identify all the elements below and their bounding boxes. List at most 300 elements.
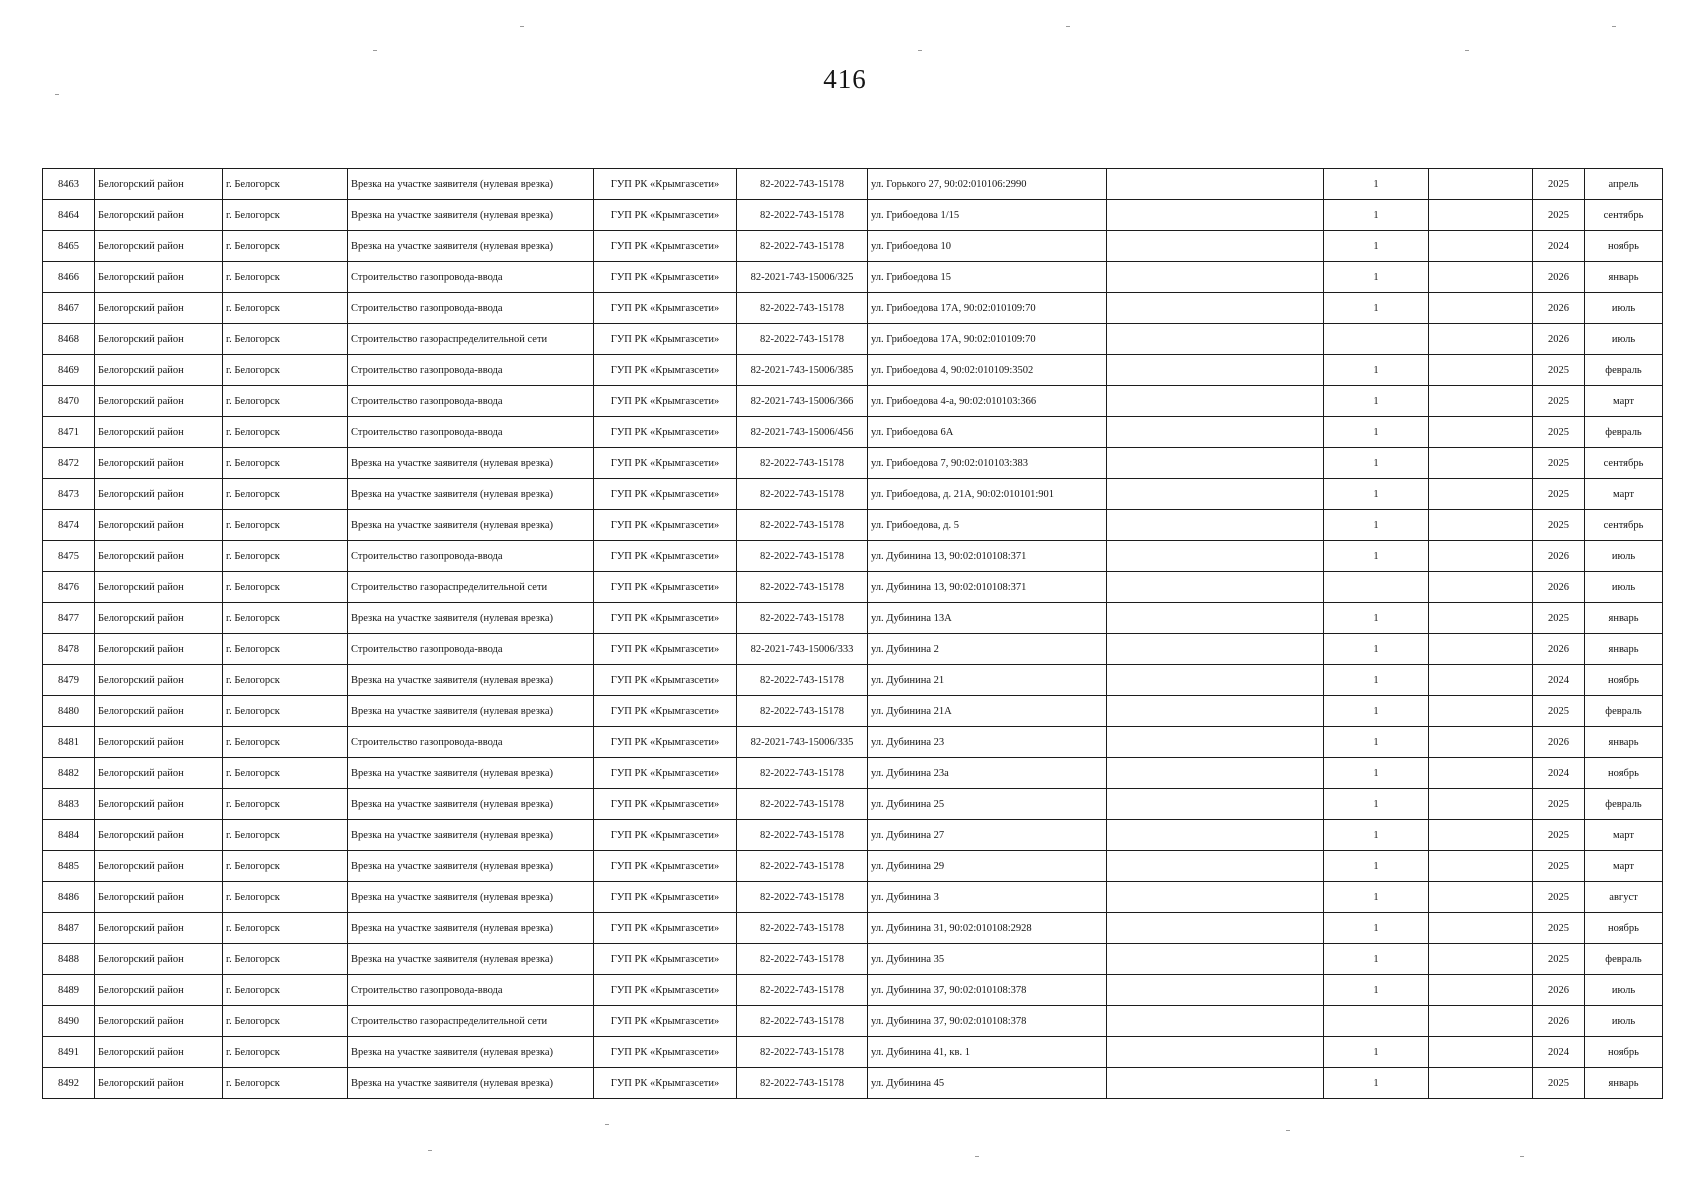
empty-cell	[1107, 1037, 1324, 1068]
empty-cell	[1429, 1068, 1533, 1099]
empty-cell	[1107, 541, 1324, 572]
empty-cell	[1107, 634, 1324, 665]
quantity-cell: 1	[1324, 665, 1429, 696]
quantity-cell: 1	[1324, 417, 1429, 448]
empty-cell	[1429, 975, 1533, 1006]
year-cell: 2025	[1533, 200, 1585, 231]
month-cell: январь	[1585, 603, 1663, 634]
organization-cell: ГУП РК «Крымгазсети»	[594, 479, 737, 510]
year-cell: 2025	[1533, 696, 1585, 727]
quantity-cell: 1	[1324, 1037, 1429, 1068]
organization-cell: ГУП РК «Крымгазсети»	[594, 355, 737, 386]
district-cell: Белогорский район	[95, 386, 223, 417]
organization-cell: ГУП РК «Крымгазсети»	[594, 634, 737, 665]
row-number: 8492	[43, 1068, 95, 1099]
address-cell: ул. Грибоедова 17А, 90:02:010109:70	[868, 324, 1107, 355]
district-cell: Белогорский район	[95, 541, 223, 572]
year-cell: 2026	[1533, 634, 1585, 665]
empty-cell	[1107, 262, 1324, 293]
work-type-cell: Врезка на участке заявителя (нулевая врезка)	[348, 789, 594, 820]
organization-cell: ГУП РК «Крымгазсети»	[594, 665, 737, 696]
year-cell: 2025	[1533, 851, 1585, 882]
district-cell: Белогорский район	[95, 665, 223, 696]
organization-cell: ГУП РК «Крымгазсети»	[594, 541, 737, 572]
organization-cell: ГУП РК «Крымгазсети»	[594, 696, 737, 727]
document-number-cell: 82-2022-743-15178	[737, 169, 868, 200]
table-row	[43, 975, 1663, 1006]
empty-cell	[1429, 324, 1533, 355]
month-cell: июль	[1585, 293, 1663, 324]
row-number: 8465	[43, 231, 95, 262]
empty-cell	[1107, 293, 1324, 324]
table-row	[43, 882, 1663, 913]
empty-cell	[1107, 851, 1324, 882]
address-cell: ул. Грибоедова 17А, 90:02:010109:70	[868, 293, 1107, 324]
month-cell: февраль	[1585, 417, 1663, 448]
district-cell: Белогорский район	[95, 355, 223, 386]
document-number-cell: 82-2022-743-15178	[737, 913, 868, 944]
month-cell: июль	[1585, 1006, 1663, 1037]
district-cell: Белогорский район	[95, 634, 223, 665]
quantity-cell	[1324, 324, 1429, 355]
quantity-cell	[1324, 1006, 1429, 1037]
month-cell: ноябрь	[1585, 665, 1663, 696]
table-row	[43, 634, 1663, 665]
row-number: 8480	[43, 696, 95, 727]
work-type-cell: Строительство газопровода-ввода	[348, 417, 594, 448]
year-cell: 2025	[1533, 789, 1585, 820]
month-cell: февраль	[1585, 789, 1663, 820]
table-row	[43, 262, 1663, 293]
row-number: 8489	[43, 975, 95, 1006]
address-cell: ул. Дубинина 45	[868, 1068, 1107, 1099]
city-cell: г. Белогорск	[223, 572, 348, 603]
address-cell: ул. Грибоедова 7, 90:02:010103:383	[868, 448, 1107, 479]
city-cell: г. Белогорск	[223, 324, 348, 355]
quantity-cell: 1	[1324, 479, 1429, 510]
row-number: 8481	[43, 727, 95, 758]
city-cell: г. Белогорск	[223, 417, 348, 448]
empty-cell	[1429, 417, 1533, 448]
empty-cell	[1429, 1037, 1533, 1068]
document-number-cell: 82-2022-743-15178	[737, 665, 868, 696]
row-number: 8476	[43, 572, 95, 603]
organization-cell: ГУП РК «Крымгазсети»	[594, 975, 737, 1006]
city-cell: г. Белогорск	[223, 1006, 348, 1037]
row-number: 8488	[43, 944, 95, 975]
month-cell: март	[1585, 479, 1663, 510]
row-number: 8468	[43, 324, 95, 355]
organization-cell: ГУП РК «Крымгазсети»	[594, 417, 737, 448]
district-cell: Белогорский район	[95, 572, 223, 603]
table-row	[43, 665, 1663, 696]
row-number: 8473	[43, 479, 95, 510]
city-cell: г. Белогорск	[223, 944, 348, 975]
quantity-cell: 1	[1324, 1068, 1429, 1099]
city-cell: г. Белогорск	[223, 975, 348, 1006]
document-number-cell: 82-2021-743-15006/456	[737, 417, 868, 448]
quantity-cell: 1	[1324, 169, 1429, 200]
document-number-cell: 82-2022-743-15178	[737, 541, 868, 572]
year-cell: 2025	[1533, 603, 1585, 634]
district-cell: Белогорский район	[95, 851, 223, 882]
city-cell: г. Белогорск	[223, 510, 348, 541]
city-cell: г. Белогорск	[223, 231, 348, 262]
month-cell: февраль	[1585, 355, 1663, 386]
quantity-cell: 1	[1324, 231, 1429, 262]
empty-cell	[1107, 665, 1324, 696]
table-row	[43, 510, 1663, 541]
month-cell: февраль	[1585, 944, 1663, 975]
address-cell: ул. Дубинина 21	[868, 665, 1107, 696]
table-row	[43, 1037, 1663, 1068]
document-number-cell: 82-2022-743-15178	[737, 1037, 868, 1068]
city-cell: г. Белогорск	[223, 1037, 348, 1068]
document-number-cell: 82-2022-743-15178	[737, 231, 868, 262]
month-cell: июль	[1585, 541, 1663, 572]
empty-cell	[1429, 1006, 1533, 1037]
city-cell: г. Белогорск	[223, 820, 348, 851]
empty-cell	[1429, 851, 1533, 882]
document-number-cell: 82-2021-743-15006/366	[737, 386, 868, 417]
row-number: 8467	[43, 293, 95, 324]
city-cell: г. Белогорск	[223, 696, 348, 727]
empty-cell	[1429, 448, 1533, 479]
organization-cell: ГУП РК «Крымгазсети»	[594, 169, 737, 200]
document-number-cell: 82-2022-743-15178	[737, 975, 868, 1006]
city-cell: г. Белогорск	[223, 603, 348, 634]
table-row	[43, 758, 1663, 789]
year-cell: 2025	[1533, 448, 1585, 479]
quantity-cell: 1	[1324, 293, 1429, 324]
document-number-cell: 82-2022-743-15178	[737, 1006, 868, 1037]
organization-cell: ГУП РК «Крымгазсети»	[594, 882, 737, 913]
year-cell: 2025	[1533, 386, 1585, 417]
quantity-cell: 1	[1324, 727, 1429, 758]
empty-cell	[1107, 1006, 1324, 1037]
month-cell: март	[1585, 386, 1663, 417]
table-row	[43, 200, 1663, 231]
quantity-cell: 1	[1324, 696, 1429, 727]
document-number-cell: 82-2022-743-15178	[737, 882, 868, 913]
work-type-cell: Строительство газопровода-ввода	[348, 975, 594, 1006]
table-row	[43, 448, 1663, 479]
city-cell: г. Белогорск	[223, 386, 348, 417]
table-row	[43, 479, 1663, 510]
address-cell: ул. Дубинина 41, кв. 1	[868, 1037, 1107, 1068]
address-cell: ул. Дубинина 23	[868, 727, 1107, 758]
address-cell: ул. Дубинина 25	[868, 789, 1107, 820]
empty-cell	[1107, 386, 1324, 417]
address-cell: ул. Дубинина 27	[868, 820, 1107, 851]
quantity-cell: 1	[1324, 510, 1429, 541]
table-row	[43, 572, 1663, 603]
empty-cell	[1429, 913, 1533, 944]
address-cell: ул. Дубинина 13, 90:02:010108:371	[868, 541, 1107, 572]
document-number-cell: 82-2022-743-15178	[737, 696, 868, 727]
district-cell: Белогорский район	[95, 293, 223, 324]
document-number-cell: 82-2022-743-15178	[737, 758, 868, 789]
empty-cell	[1107, 417, 1324, 448]
city-cell: г. Белогорск	[223, 262, 348, 293]
empty-cell	[1107, 510, 1324, 541]
district-cell: Белогорский район	[95, 758, 223, 789]
organization-cell: ГУП РК «Крымгазсети»	[594, 1068, 737, 1099]
year-cell: 2024	[1533, 665, 1585, 696]
district-cell: Белогорский район	[95, 262, 223, 293]
district-cell: Белогорский район	[95, 1037, 223, 1068]
quantity-cell: 1	[1324, 820, 1429, 851]
empty-cell	[1107, 882, 1324, 913]
work-type-cell: Врезка на участке заявителя (нулевая врезка)	[348, 510, 594, 541]
district-cell: Белогорский район	[95, 231, 223, 262]
year-cell: 2026	[1533, 572, 1585, 603]
year-cell: 2025	[1533, 882, 1585, 913]
empty-cell	[1429, 541, 1533, 572]
month-cell: январь	[1585, 1068, 1663, 1099]
empty-cell	[1429, 355, 1533, 386]
month-cell: ноябрь	[1585, 231, 1663, 262]
document-number-cell: 82-2021-743-15006/385	[737, 355, 868, 386]
document-number-cell: 82-2022-743-15178	[737, 572, 868, 603]
work-type-cell: Строительство газопровода-ввода	[348, 262, 594, 293]
empty-cell	[1107, 820, 1324, 851]
city-cell: г. Белогорск	[223, 200, 348, 231]
year-cell: 2025	[1533, 169, 1585, 200]
work-type-cell: Врезка на участке заявителя (нулевая врезка)	[348, 820, 594, 851]
table-row	[43, 355, 1663, 386]
empty-cell	[1429, 572, 1533, 603]
quantity-cell: 1	[1324, 975, 1429, 1006]
document-number-cell: 82-2022-743-15178	[737, 820, 868, 851]
table-row	[43, 293, 1663, 324]
organization-cell: ГУП РК «Крымгазсети»	[594, 293, 737, 324]
address-cell: ул. Дубинина 13А	[868, 603, 1107, 634]
year-cell: 2026	[1533, 293, 1585, 324]
organization-cell: ГУП РК «Крымгазсети»	[594, 262, 737, 293]
quantity-cell: 1	[1324, 262, 1429, 293]
district-cell: Белогорский район	[95, 479, 223, 510]
address-cell: ул. Дубинина 35	[868, 944, 1107, 975]
address-cell: ул. Дубинина 37, 90:02:010108:378	[868, 975, 1107, 1006]
empty-cell	[1429, 479, 1533, 510]
month-cell: сентябрь	[1585, 510, 1663, 541]
table-row	[43, 169, 1663, 200]
organization-cell: ГУП РК «Крымгазсети»	[594, 789, 737, 820]
month-cell: ноябрь	[1585, 1037, 1663, 1068]
month-cell: ноябрь	[1585, 758, 1663, 789]
row-number: 8470	[43, 386, 95, 417]
empty-cell	[1107, 758, 1324, 789]
district-cell: Белогорский район	[95, 820, 223, 851]
address-cell: ул. Дубинина 3	[868, 882, 1107, 913]
month-cell: сентябрь	[1585, 200, 1663, 231]
work-type-cell: Врезка на участке заявителя (нулевая врезка)	[348, 169, 594, 200]
quantity-cell: 1	[1324, 448, 1429, 479]
quantity-cell: 1	[1324, 541, 1429, 572]
row-number: 8491	[43, 1037, 95, 1068]
work-type-cell: Врезка на участке заявителя (нулевая врезка)	[348, 758, 594, 789]
table-row	[43, 913, 1663, 944]
organization-cell: ГУП РК «Крымгазсети»	[594, 603, 737, 634]
empty-cell	[1107, 603, 1324, 634]
year-cell: 2025	[1533, 913, 1585, 944]
year-cell: 2026	[1533, 262, 1585, 293]
empty-cell	[1429, 944, 1533, 975]
document-number-cell: 82-2022-743-15178	[737, 510, 868, 541]
month-cell: июль	[1585, 324, 1663, 355]
work-type-cell: Врезка на участке заявителя (нулевая врезка)	[348, 882, 594, 913]
year-cell: 2025	[1533, 417, 1585, 448]
organization-cell: ГУП РК «Крымгазсети»	[594, 1037, 737, 1068]
page-number: 416	[823, 64, 867, 94]
address-cell: ул. Горького 27, 90:02:010106:2990	[868, 169, 1107, 200]
district-cell: Белогорский район	[95, 727, 223, 758]
work-type-cell: Строительство газораспределительной сети	[348, 1006, 594, 1037]
row-number: 8478	[43, 634, 95, 665]
table-row	[43, 603, 1663, 634]
table-body	[43, 169, 1663, 1099]
month-cell: январь	[1585, 727, 1663, 758]
city-cell: г. Белогорск	[223, 882, 348, 913]
district-cell: Белогорский район	[95, 417, 223, 448]
empty-cell	[1429, 882, 1533, 913]
district-cell: Белогорский район	[95, 324, 223, 355]
table-row	[43, 944, 1663, 975]
empty-cell	[1107, 789, 1324, 820]
city-cell: г. Белогорск	[223, 913, 348, 944]
empty-cell	[1429, 510, 1533, 541]
quantity-cell: 1	[1324, 913, 1429, 944]
work-type-cell: Врезка на участке заявителя (нулевая врезка)	[348, 603, 594, 634]
work-type-cell: Строительство газопровода-ввода	[348, 541, 594, 572]
quantity-cell: 1	[1324, 200, 1429, 231]
district-cell: Белогорский район	[95, 882, 223, 913]
organization-cell: ГУП РК «Крымгазсети»	[594, 231, 737, 262]
month-cell: август	[1585, 882, 1663, 913]
table-row	[43, 324, 1663, 355]
document-number-cell: 82-2022-743-15178	[737, 1068, 868, 1099]
year-cell: 2025	[1533, 1068, 1585, 1099]
row-number: 8469	[43, 355, 95, 386]
table-row	[43, 1068, 1663, 1099]
row-number: 8464	[43, 200, 95, 231]
address-cell: ул. Дубинина 31, 90:02:010108:2928	[868, 913, 1107, 944]
work-type-cell: Строительство газопровода-ввода	[348, 727, 594, 758]
quantity-cell: 1	[1324, 851, 1429, 882]
row-number: 8485	[43, 851, 95, 882]
empty-cell	[1429, 634, 1533, 665]
row-number: 8477	[43, 603, 95, 634]
row-number: 8482	[43, 758, 95, 789]
city-cell: г. Белогорск	[223, 789, 348, 820]
district-cell: Белогорский район	[95, 789, 223, 820]
empty-cell	[1107, 572, 1324, 603]
organization-cell: ГУП РК «Крымгазсети»	[594, 1006, 737, 1037]
city-cell: г. Белогорск	[223, 169, 348, 200]
empty-cell	[1107, 975, 1324, 1006]
district-cell: Белогорский район	[95, 200, 223, 231]
table-row	[43, 820, 1663, 851]
row-number: 8487	[43, 913, 95, 944]
year-cell: 2025	[1533, 479, 1585, 510]
empty-cell	[1107, 1068, 1324, 1099]
quantity-cell: 1	[1324, 882, 1429, 913]
row-number: 8475	[43, 541, 95, 572]
empty-cell	[1429, 200, 1533, 231]
city-cell: г. Белогорск	[223, 541, 348, 572]
year-cell: 2024	[1533, 231, 1585, 262]
empty-cell	[1107, 696, 1324, 727]
year-cell: 2025	[1533, 944, 1585, 975]
month-cell: март	[1585, 851, 1663, 882]
document-number-cell: 82-2022-743-15178	[737, 789, 868, 820]
address-cell: ул. Дубинина 13, 90:02:010108:371	[868, 572, 1107, 603]
work-type-cell: Врезка на участке заявителя (нулевая врезка)	[348, 944, 594, 975]
address-cell: ул. Дубинина 37, 90:02:010108:378	[868, 1006, 1107, 1037]
city-cell: г. Белогорск	[223, 758, 348, 789]
quantity-cell: 1	[1324, 386, 1429, 417]
year-cell: 2026	[1533, 324, 1585, 355]
work-type-cell: Врезка на участке заявителя (нулевая врезка)	[348, 448, 594, 479]
quantity-cell: 1	[1324, 789, 1429, 820]
address-cell: ул. Грибоедова 1/15	[868, 200, 1107, 231]
scan-speck	[1465, 50, 1469, 51]
year-cell: 2025	[1533, 820, 1585, 851]
year-cell: 2025	[1533, 355, 1585, 386]
table-row	[43, 541, 1663, 572]
address-cell: ул. Грибоедова 15	[868, 262, 1107, 293]
year-cell: 2025	[1533, 510, 1585, 541]
district-cell: Белогорский район	[95, 169, 223, 200]
quantity-cell: 1	[1324, 355, 1429, 386]
district-cell: Белогорский район	[95, 913, 223, 944]
document-number-cell: 82-2022-743-15178	[737, 944, 868, 975]
work-type-cell: Врезка на участке заявителя (нулевая врезка)	[348, 913, 594, 944]
row-number: 8466	[43, 262, 95, 293]
empty-cell	[1107, 355, 1324, 386]
scan-speck	[918, 50, 922, 51]
row-number: 8471	[43, 417, 95, 448]
row-number: 8474	[43, 510, 95, 541]
empty-cell	[1107, 727, 1324, 758]
row-number: 8484	[43, 820, 95, 851]
month-cell: ноябрь	[1585, 913, 1663, 944]
work-type-cell: Строительство газораспределительной сети	[348, 572, 594, 603]
empty-cell	[1429, 789, 1533, 820]
work-type-cell: Строительство газопровода-ввода	[348, 386, 594, 417]
city-cell: г. Белогорск	[223, 448, 348, 479]
organization-cell: ГУП РК «Крымгазсети»	[594, 200, 737, 231]
quantity-cell	[1324, 572, 1429, 603]
work-type-cell: Врезка на участке заявителя (нулевая врезка)	[348, 479, 594, 510]
organization-cell: ГУП РК «Крымгазсети»	[594, 324, 737, 355]
work-type-cell: Строительство газопровода-ввода	[348, 634, 594, 665]
district-cell: Белогорский район	[95, 510, 223, 541]
empty-cell	[1429, 262, 1533, 293]
empty-cell	[1107, 200, 1324, 231]
document-number-cell: 82-2022-743-15178	[737, 324, 868, 355]
empty-cell	[1429, 758, 1533, 789]
work-type-cell: Строительство газопровода-ввода	[348, 355, 594, 386]
table-row	[43, 727, 1663, 758]
city-cell: г. Белогорск	[223, 479, 348, 510]
document-number-cell: 82-2022-743-15178	[737, 293, 868, 324]
document-number-cell: 82-2021-743-15006/335	[737, 727, 868, 758]
organization-cell: ГУП РК «Крымгазсети»	[594, 510, 737, 541]
year-cell: 2026	[1533, 727, 1585, 758]
district-cell: Белогорский район	[95, 1068, 223, 1099]
